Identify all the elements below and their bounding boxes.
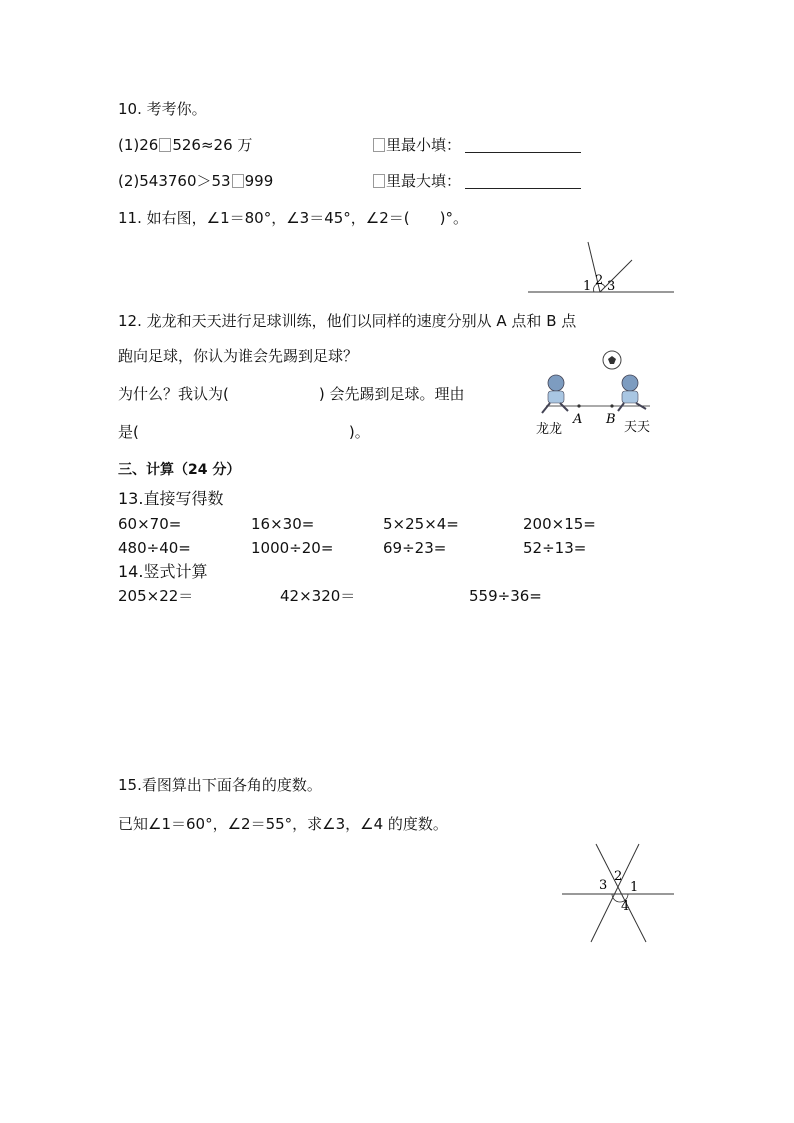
section3-title: 三、计算（24 分） — [118, 462, 241, 478]
answer-box[interactable] — [232, 174, 244, 188]
q10-item2-suffix: 999 — [244, 172, 274, 190]
q15-angle-figure — [560, 842, 678, 946]
box-symbol — [373, 138, 385, 152]
q10-item1-hint: 里最小填： — [386, 136, 462, 154]
q10-item2-prefix: (2)543760＞53 — [118, 172, 231, 190]
q13-r2c3: 69÷23= — [383, 539, 447, 557]
q15-title: 15.看图算出下面各角的度数。 — [118, 776, 322, 794]
q13-r1c3: 5×25×4= — [383, 515, 459, 533]
q11-angle-figure — [520, 236, 680, 300]
q10-item2-hint: 里最大填： — [386, 172, 462, 190]
point-b-label: B — [606, 412, 616, 427]
q12-line2: 跑向足球，你认为谁会先踢到足球？ — [118, 347, 359, 365]
q13-r2c2: 1000÷20= — [251, 539, 334, 557]
point-a-label: A — [573, 412, 583, 427]
q10-item2 — [118, 171, 273, 191]
angle-label-2: 2 — [614, 869, 623, 884]
angle-label-1: 1 — [583, 279, 592, 294]
line-down-right — [596, 844, 646, 942]
q10-item1-suffix: 526≈26 万 — [172, 136, 253, 154]
q10-title: 10. 考考你。 — [118, 100, 207, 118]
angle-label-3: 3 — [607, 279, 616, 294]
box-symbol — [373, 174, 385, 188]
q14-item2: 42×320＝ — [280, 587, 356, 605]
angle-label-4: 4 — [621, 899, 630, 914]
q12-line1: 12. 龙龙和天天进行足球训练，他们以同样的速度分别从 A 点和 B 点 — [118, 312, 577, 330]
q13-r2c1: 480÷40= — [118, 539, 191, 557]
angle-label-2: 2 — [595, 273, 604, 288]
q10-item2-answer — [372, 171, 581, 191]
answer-line[interactable] — [465, 173, 581, 189]
q12-soccer-figure — [532, 345, 664, 437]
name-tiantian: 天天 — [624, 420, 651, 435]
answer-line[interactable] — [465, 137, 581, 153]
angle-label-1: 1 — [630, 880, 639, 895]
ray-right — [600, 260, 632, 292]
runner-longlong-icon — [542, 375, 568, 413]
soccer-ball-icon — [603, 351, 621, 369]
q14-title: 14.竖式计算 — [118, 562, 208, 581]
q14-item1: 205×22＝ — [118, 587, 194, 605]
q10-item1-answer — [372, 135, 581, 155]
q10-item1-prefix: (1)26 — [118, 136, 159, 154]
q13-title: 13.直接写得数 — [118, 489, 224, 508]
angle-label-3: 3 — [599, 878, 608, 893]
q13-r1c1: 60×70= — [118, 515, 182, 533]
q11-text: 11. 如右图，∠1＝80°，∠3＝45°，∠2＝( )°。 — [118, 209, 468, 227]
q15-given: 已知∠1＝60°，∠2＝55°，求∠3，∠4 的度数。 — [118, 815, 448, 833]
q10-item1 — [118, 135, 252, 155]
name-longlong: 龙龙 — [536, 422, 563, 437]
point-b-dot — [610, 404, 613, 407]
q12-line3: 为什么？我认为( ) 会先踢到足球。理由 — [118, 385, 465, 403]
q12-line4: 是( )。 — [118, 423, 370, 441]
q13-r1c2: 16×30= — [251, 515, 315, 533]
q13-r2c4: 52÷13= — [523, 539, 587, 557]
point-a-dot — [577, 404, 580, 407]
answer-box[interactable] — [159, 138, 171, 152]
q14-item3: 559÷36= — [469, 587, 542, 605]
q13-r1c4: 200×15= — [523, 515, 596, 533]
